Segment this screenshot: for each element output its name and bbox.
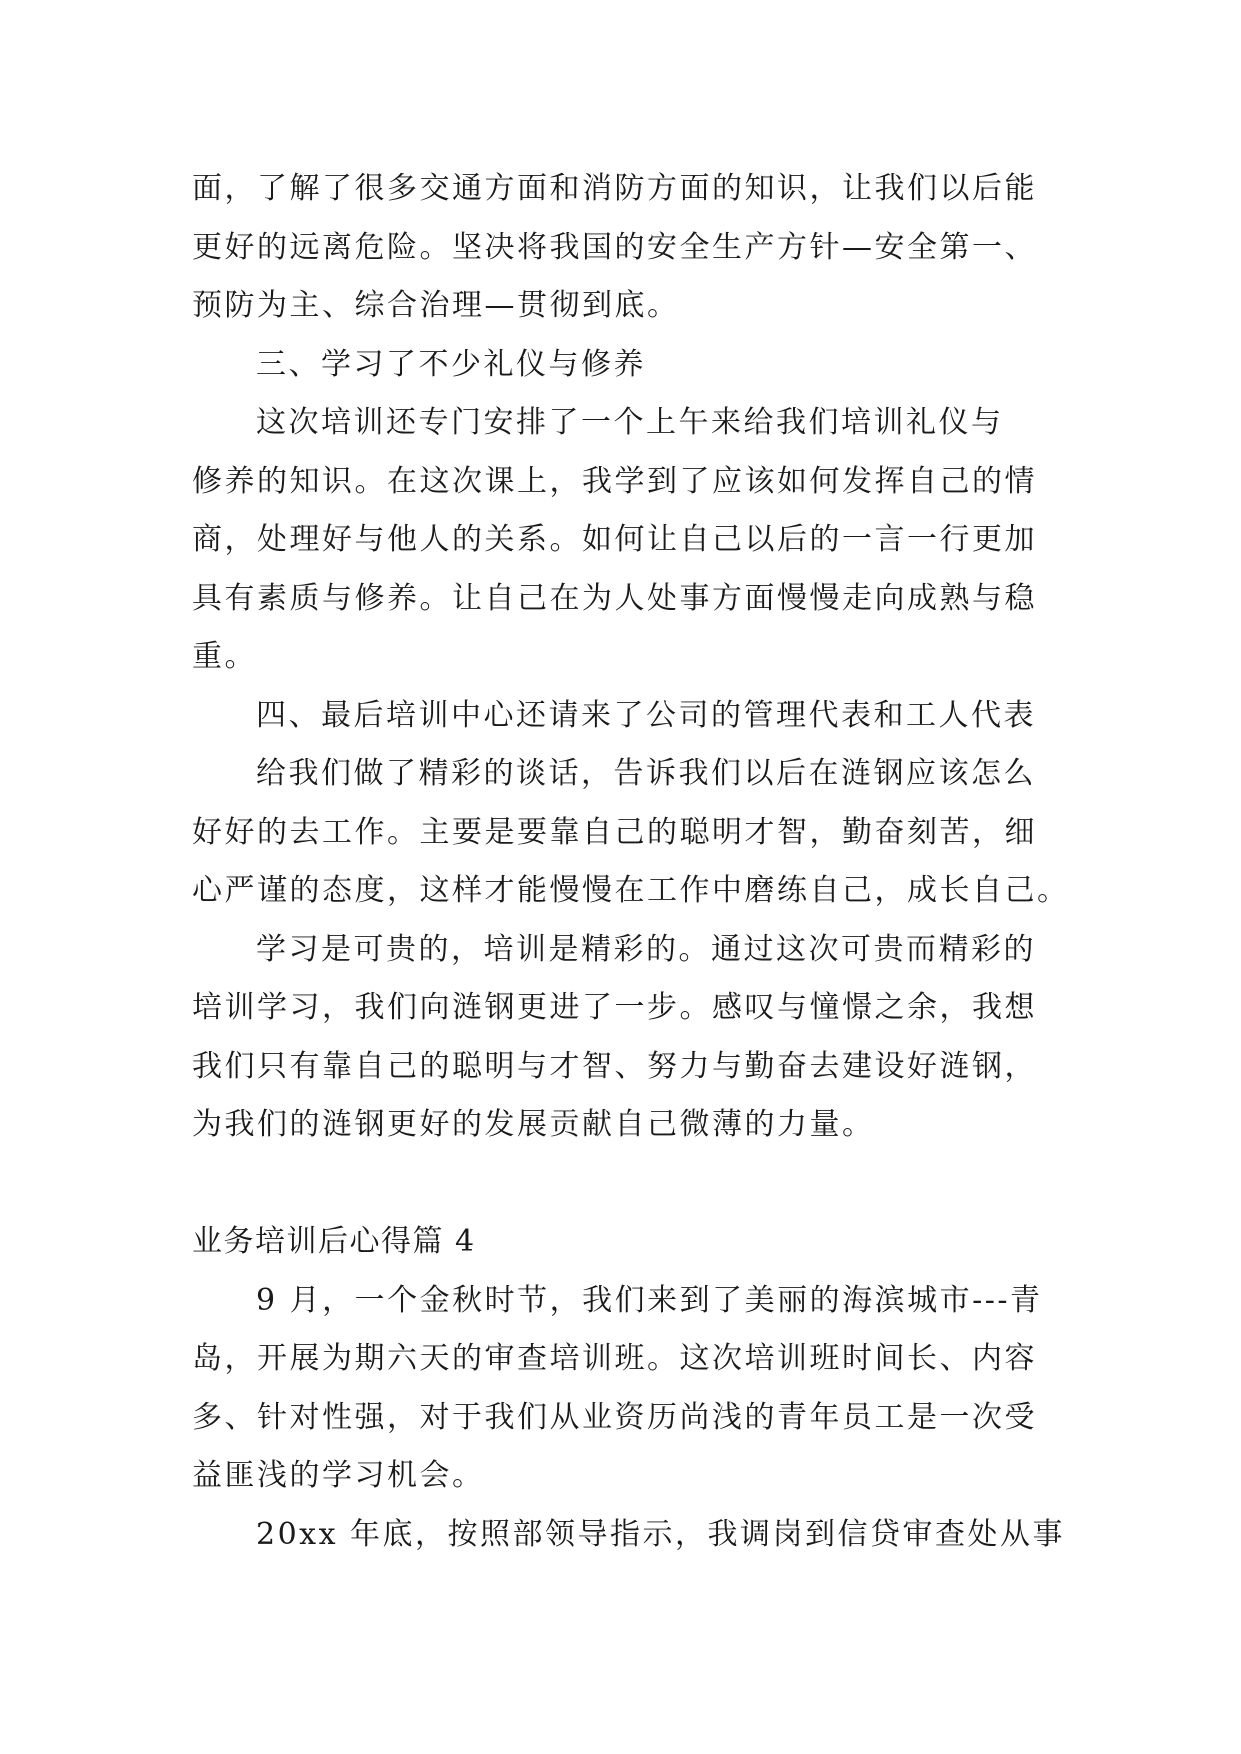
paragraph-line: 我们只有靠自己的聪明与才智、努力与勤奋去建设好涟钢， xyxy=(192,1048,1037,1084)
paragraph-line: 多、针对性强，对于我们从业资历尚浅的青年员工是一次受 xyxy=(192,1399,1037,1435)
paragraph-line: 具有素质与修养。让自己在为人处事方面慢慢走向成熟与稳 xyxy=(192,580,1037,616)
paragraph-line: 学习是可贵的，培训是精彩的。通过这次可贵而精彩的 xyxy=(256,931,1036,967)
section-heading: 四、最后培训中心还请来了公司的管理代表和工人代表 xyxy=(256,697,1036,733)
paragraph-line: 商，处理好与他人的关系。如何让自己以后的一言一行更加 xyxy=(192,522,1037,557)
paragraph-line: 预防为主、综合治理—贯彻到底。 xyxy=(192,288,680,323)
section-heading: 三、学习了不少礼仪与修养 xyxy=(256,346,646,382)
section-gap xyxy=(192,1155,1092,1214)
paragraph-line: 9 月，一个金秋时节，我们来到了美丽的海滨城市---青 xyxy=(256,1282,1043,1318)
paragraph-line: 更好的远离危险。坚决将我国的安全生产方针—安全第一、 xyxy=(192,229,1037,265)
paragraph-line: 好好的去工作。主要是要靠自己的聪明才智，勤奋刻苦，细 xyxy=(192,814,1037,850)
paragraph-line: 心严谨的态度，这样才能慢慢在工作中磨练自己，成长自己。 xyxy=(192,873,1070,908)
paragraph-line: 修养的知识。在这次课上，我学到了应该如何发挥自己的情 xyxy=(192,463,1037,499)
paragraph-line: 益匪浅的学习机会。 xyxy=(192,1458,485,1493)
paragraph-line: 这次培训还专门安排了一个上午来给我们培训礼仪与 xyxy=(256,405,1004,440)
document-body xyxy=(192,160,1092,1564)
paragraph-line: 重。 xyxy=(192,639,257,674)
paragraph-line: 为我们的涟钢更好的发展贡献自己微薄的力量。 xyxy=(192,1107,875,1142)
paragraph-line: 面，了解了很多交通方面和消防方面的知识，让我们以后能 xyxy=(192,171,1037,206)
paragraph-line: 20xx 年底，按照部领导指示，我调岗到信贷审查处从事 xyxy=(256,1516,1066,1552)
article-title: 业务培训后心得篇 4 xyxy=(192,1224,476,1259)
paragraph-line: 给我们做了精彩的谈话，告诉我们以后在涟钢应该怎么 xyxy=(256,756,1036,791)
paragraph-line: 岛，开展为期六天的审查培训班。这次培训班时间长、内容 xyxy=(192,1341,1037,1376)
paragraph-line: 培训学习，我们向涟钢更进了一步。感叹与憧憬之余，我想 xyxy=(192,990,1037,1025)
